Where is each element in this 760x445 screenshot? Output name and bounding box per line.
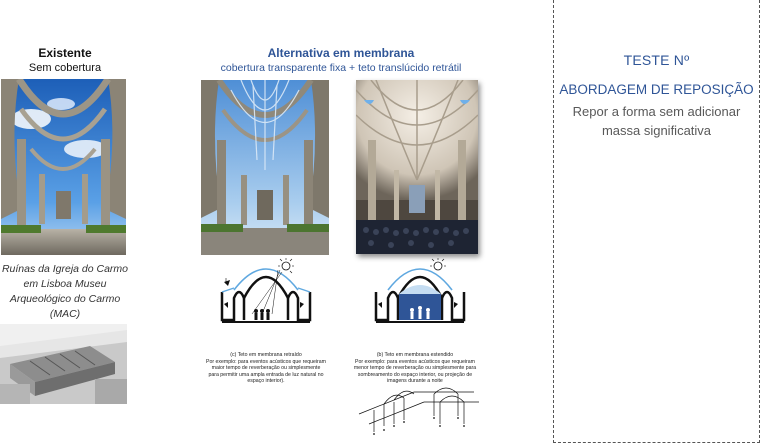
note-retracted: (c) Teto em membrana retraído Por exemplo: para eventos acústicos que requeiram maior tempo de reverberação ou simplesmente para permitir uma ampla entrada de luz natural no espaço interior).: [206, 352, 326, 385]
alternative-subtitle: cobertura transparente fixa + teto translúcido retrátil: [220, 62, 462, 74]
existing-subtitle: Sem cobertura: [28, 62, 102, 74]
test-number-label: TESTE Nº: [623, 52, 690, 68]
section-diagram-extended: [370, 258, 470, 350]
section-diagram-retracted: [216, 258, 316, 350]
aerial-museum-photo: [0, 324, 127, 404]
retractable-ceiling-render: [356, 80, 478, 254]
axonometric-structure-diagram: [354, 384, 484, 440]
existing-ruins-photo: [1, 79, 126, 255]
approach-heading: ABORDAGEM DE REPOSIÇÃO: [559, 82, 754, 97]
approach-description: Repor a forma sem adicionar massa significativa: [572, 104, 741, 138]
existing-caption: Ruínas da Igreja do Carmo em Lisboa Museu Arqueológico do Carmo (MAC): [1, 263, 129, 320]
alternative-title: Alternativa em membrana: [267, 46, 415, 60]
existing-title: Existente: [38, 46, 92, 60]
note-extended: (b) Teto em membrana estendido Por exemplo: para eventos acústicos que requeiram menor tempo de reverberação ou simplesmente para sombreamento do espaço interior, ou projeção de imagens durante a noite: [353, 352, 477, 385]
fixed-membrane-render: [201, 80, 329, 255]
